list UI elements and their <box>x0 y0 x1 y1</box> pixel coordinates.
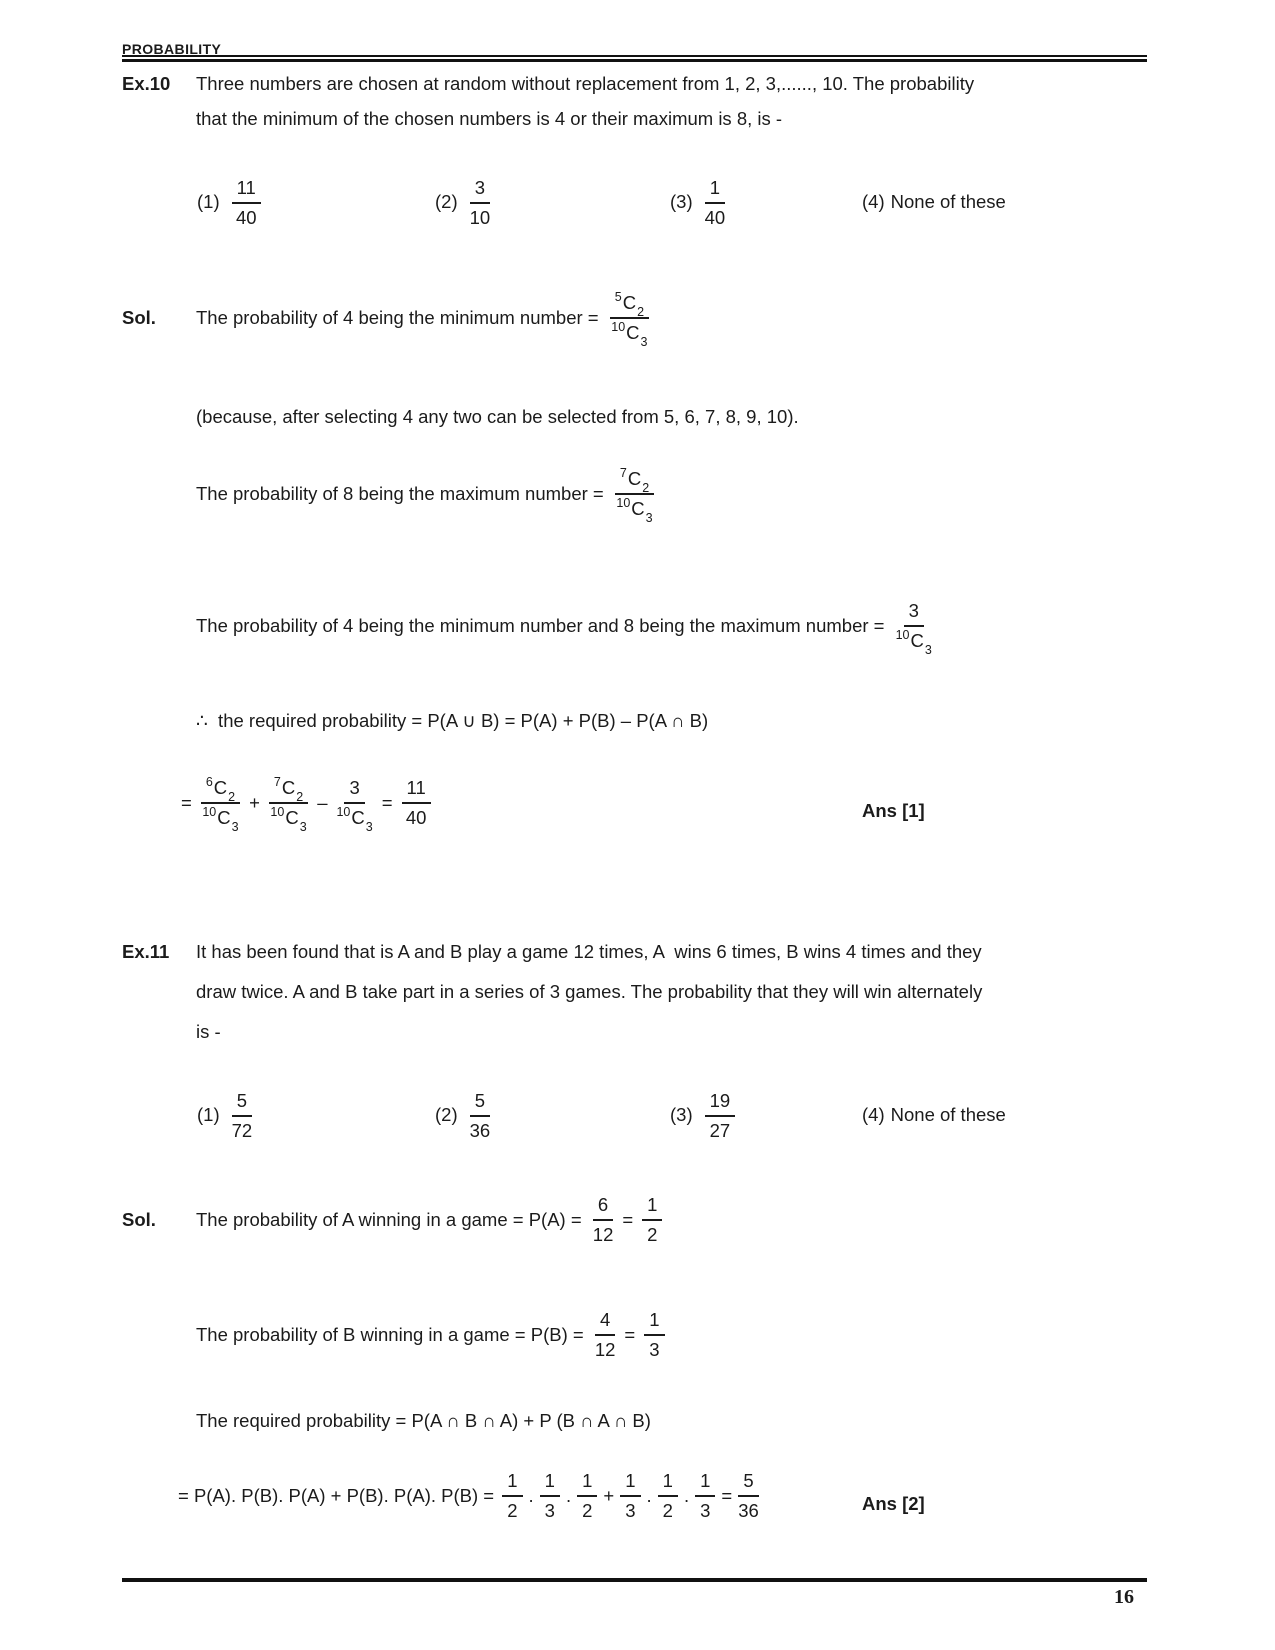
combination-fraction <box>895 599 932 657</box>
option-4 <box>862 176 1006 228</box>
fraction <box>738 1469 759 1522</box>
combination-upper-index: 10 <box>616 495 631 510</box>
ex11-final-equation-row <box>178 1469 762 1522</box>
option-3 <box>670 176 731 228</box>
fraction <box>642 1193 662 1246</box>
fraction-numerator <box>201 776 240 804</box>
question-text: is - <box>196 1021 221 1042</box>
combination-symbol: C <box>281 777 296 798</box>
fraction-numerator: 3 <box>904 599 924 627</box>
option-label: (2) <box>435 1104 458 1125</box>
combination-symbol: C <box>631 498 645 519</box>
fraction <box>502 1469 522 1522</box>
fraction-numerator: 1 <box>540 1469 560 1497</box>
combination-lower-index: 2 <box>637 304 645 319</box>
option-4 <box>862 1089 1006 1141</box>
option-text: None of these <box>890 1104 1006 1125</box>
fraction-denominator: 40 <box>235 206 257 228</box>
fraction <box>593 1193 614 1246</box>
ex11-question-line1-row <box>122 941 982 963</box>
fraction-numerator: 19 <box>705 1089 736 1117</box>
footer-rule <box>122 1578 1147 1582</box>
option-3 <box>670 1089 741 1141</box>
fraction <box>644 1308 664 1361</box>
fraction-numerator: 1 <box>695 1469 715 1497</box>
multiplication-dot: . <box>646 1484 652 1506</box>
exercise-label: Ex.11 <box>122 941 170 962</box>
ex10-sol-line1-row <box>122 289 655 349</box>
solution-text: The probability of 4 being the minimum number = <box>196 306 604 328</box>
combination-fraction <box>201 774 240 834</box>
fraction-denominator: 27 <box>709 1119 731 1141</box>
equals-sign: = <box>624 1323 636 1345</box>
plus-sign: + <box>249 791 260 813</box>
fraction-denominator <box>616 495 653 525</box>
equals-sign: = <box>181 791 192 813</box>
fraction-numerator: 6 <box>593 1193 613 1221</box>
ex11-question-line2-row <box>196 981 982 1003</box>
fraction-denominator: 2 <box>647 1224 658 1245</box>
solution-label: Sol. <box>122 306 156 328</box>
combination-lower-index: 3 <box>231 819 239 834</box>
combination-lower-index: 3 <box>924 642 932 657</box>
multiplication-dot: . <box>565 1484 572 1506</box>
page-header-title: PROBABILITY <box>122 41 222 57</box>
option-text: None of these <box>890 191 1006 212</box>
fraction-denominator: 3 <box>544 1500 555 1521</box>
combination-symbol: C <box>910 630 924 651</box>
combination-upper-index: 10 <box>202 804 217 819</box>
question-text: Three numbers are chosen at random without replacement from 1, 2, 3,......, 10. The probability <box>196 73 975 94</box>
ex10-sol-line5-row <box>196 710 708 732</box>
combination-upper-index: 10 <box>336 804 351 819</box>
fraction-denominator: 3 <box>649 1339 660 1360</box>
fraction-numerator <box>610 291 649 319</box>
combination-lower-index: 3 <box>645 510 653 525</box>
fraction-denominator <box>895 627 932 657</box>
combination-lower-index: 2 <box>228 789 236 804</box>
option-label: (4) <box>862 191 885 212</box>
combination-upper-index: 7 <box>619 465 627 480</box>
question-text: draw twice. A and B take part in a series of 3 games. The probability that they will win alternately <box>196 981 983 1002</box>
fraction-numerator: 5 <box>738 1469 758 1497</box>
fraction-denominator <box>336 804 373 834</box>
answer-label: Ans [2] <box>862 1493 925 1514</box>
fraction <box>695 1469 715 1522</box>
fraction <box>540 1469 560 1522</box>
fraction-numerator: 11 <box>232 176 261 204</box>
fraction-denominator <box>202 804 239 834</box>
fraction-numerator: 5 <box>470 1089 490 1117</box>
fraction-numerator: 1 <box>658 1469 678 1497</box>
page-number: 16 <box>1114 1586 1134 1608</box>
fraction <box>658 1469 678 1522</box>
option-1 <box>197 1089 258 1141</box>
combination-lower-index: 2 <box>296 789 304 804</box>
fraction-numerator: 1 <box>577 1469 597 1497</box>
ex10-sol-line3-row <box>196 465 660 525</box>
fraction-denominator: 2 <box>582 1500 593 1521</box>
ex10-question-line1-row <box>122 73 974 95</box>
fraction-denominator: 40 <box>405 807 427 828</box>
fraction <box>232 176 261 229</box>
combination-upper-index: 10 <box>611 319 626 334</box>
option-2 <box>435 1089 496 1141</box>
fraction-numerator: 5 <box>232 1089 252 1117</box>
solution-text: The probability of 4 being the minimum number and 8 being the maximum number = <box>196 614 890 636</box>
solution-text: The required probability = P(A ∩ B ∩ A) + P (B ∩ A ∩ B) <box>196 1410 651 1431</box>
equals-sign: = <box>622 1208 634 1230</box>
ex11-question-line3-row <box>196 1021 221 1043</box>
combination-symbol: C <box>622 292 637 313</box>
combination-fraction <box>610 289 649 349</box>
fraction-denominator: 12 <box>592 1224 614 1245</box>
ex10-question-line2-row <box>196 108 782 130</box>
combination-fraction <box>269 774 308 834</box>
fraction-numerator <box>269 776 308 804</box>
fraction-numerator: 3 <box>470 176 490 204</box>
combination-lower-index: 2 <box>642 480 650 495</box>
combination-symbol: C <box>627 468 642 489</box>
fraction-denominator: 2 <box>507 1500 518 1521</box>
equals-sign: = <box>381 791 393 813</box>
combination-symbol: C <box>626 322 640 343</box>
fraction-denominator: 3 <box>700 1500 711 1521</box>
solution-text: The probability of A winning in a game = P(A) = <box>196 1208 587 1230</box>
solution-text: The probability of B winning in a game = P(B) = <box>196 1323 589 1345</box>
option-label: (3) <box>670 1104 693 1125</box>
combination-lower-index: 3 <box>299 819 307 834</box>
fraction-numerator: 3 <box>344 776 364 804</box>
fraction-numerator: 1 <box>620 1469 640 1497</box>
fraction-numerator: 4 <box>595 1308 615 1336</box>
option-2 <box>435 176 496 228</box>
option-label: (1) <box>197 1104 220 1125</box>
fraction-denominator: 40 <box>704 206 726 228</box>
fraction-numerator: 1 <box>642 1193 662 1221</box>
option-1 <box>197 176 267 228</box>
fraction-denominator <box>611 319 648 349</box>
question-text: that the minimum of the chosen numbers is 4 or their maximum is 8, is - <box>196 108 783 129</box>
option-label: (4) <box>862 1104 885 1125</box>
answer-label: Ans [1] <box>862 800 925 821</box>
plus-sign: + <box>603 1484 615 1506</box>
fraction <box>620 1469 640 1522</box>
combination-fraction <box>336 776 373 834</box>
fraction-denominator: 2 <box>662 1500 673 1521</box>
fraction-numerator <box>615 467 654 495</box>
fraction-denominator: 10 <box>469 206 491 228</box>
equals-sign: = <box>721 1484 733 1506</box>
ex10-sol-line2-row <box>196 406 799 428</box>
ex10-final-equation-row <box>178 774 437 834</box>
multiplication-dot: . <box>683 1484 690 1506</box>
fraction <box>595 1308 616 1361</box>
combination-symbol: C <box>285 807 299 828</box>
ex11-sol-line2-row <box>196 1308 671 1361</box>
exercise-label: Ex.10 <box>122 73 171 94</box>
ex10-sol-line4-row <box>196 599 938 657</box>
fraction <box>402 776 431 829</box>
fraction-denominator <box>270 804 307 834</box>
fraction-numerator: 1 <box>644 1308 664 1336</box>
solution-text: ∴ the required probability = P(A ∪ B) = P(A) + P(B) – P(A ∩ B) <box>196 710 709 731</box>
combination-upper-index: 5 <box>614 289 622 304</box>
combination-fraction <box>615 465 654 525</box>
fraction <box>705 1089 736 1142</box>
minus-sign: – <box>317 791 328 813</box>
fraction-numerator: 11 <box>402 776 431 804</box>
combination-upper-index: 6 <box>205 774 213 789</box>
combination-upper-index: 10 <box>895 627 910 642</box>
multiplication-dot: . <box>528 1484 534 1506</box>
fraction-denominator: 3 <box>625 1500 636 1521</box>
fraction-numerator: 1 <box>705 176 725 204</box>
combination-lower-index: 3 <box>640 334 648 349</box>
fraction-denominator: 72 <box>231 1119 253 1141</box>
solution-text: The probability of 8 being the maximum number = <box>196 482 609 504</box>
fraction <box>232 1089 253 1142</box>
fraction <box>705 176 726 229</box>
combination-upper-index: 10 <box>270 804 285 819</box>
fraction <box>470 176 491 229</box>
fraction <box>577 1469 597 1522</box>
combination-symbol: C <box>217 807 231 828</box>
fraction-denominator: 12 <box>594 1339 616 1360</box>
solution-label: Sol. <box>122 1208 156 1230</box>
combination-symbol: C <box>351 807 365 828</box>
ex11-sol-line3-row <box>196 1410 651 1432</box>
option-label: (1) <box>197 191 220 212</box>
ex11-sol-line1-row <box>122 1193 668 1246</box>
fraction-numerator: 1 <box>502 1469 522 1497</box>
combination-lower-index: 3 <box>365 819 373 834</box>
option-label: (2) <box>435 191 458 212</box>
fraction <box>470 1089 491 1142</box>
equation-lead-text: = P(A). P(B). P(A) + P(B). P(A). P(B) = <box>178 1484 500 1506</box>
fraction-denominator: 36 <box>738 1500 759 1521</box>
question-text: It has been found that is A and B play a game 12 times, A wins 6 times, B wins 4 times and they <box>196 941 982 962</box>
solution-text: (because, after selecting 4 any two can be selected from 5, 6, 7, 8, 9, 10). <box>196 406 799 427</box>
header-rule <box>122 55 1147 62</box>
combination-symbol: C <box>213 777 228 798</box>
option-label: (3) <box>670 191 693 212</box>
fraction-denominator: 36 <box>469 1119 491 1141</box>
combination-upper-index: 7 <box>273 774 281 789</box>
